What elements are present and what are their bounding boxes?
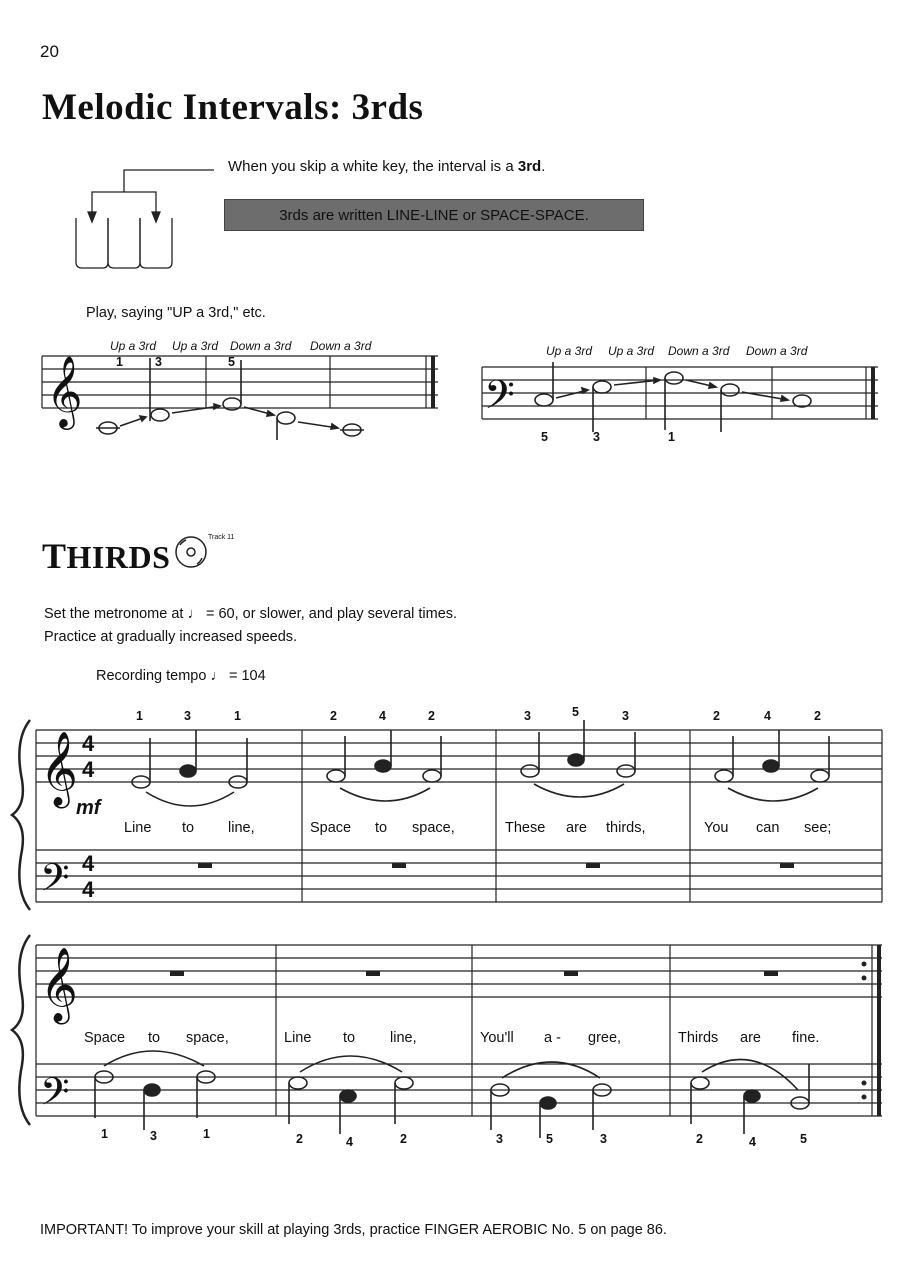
fingering-number: 4 [379,709,386,723]
fingering-number: 3 [593,430,600,444]
system2-notes [95,971,809,1138]
skip-text-suffix: . [541,158,546,175]
fingering-number: 1 [136,709,143,723]
section-title-rest: HIRDS [66,539,171,575]
fingering-number: 3 [184,709,191,723]
lyric-word: You'll [480,1030,514,1046]
bass-clef-icon: 𝄢 [484,374,515,427]
treble-clef-icon: 𝄞 [40,732,78,804]
lyric-word: Space [310,820,352,836]
fingering-number: 4 [346,1135,353,1149]
system1-staves [36,730,882,902]
fingering-number: 2 [696,1132,703,1146]
rule-banner: 3rds are written LINE-LINE or SPACE-SPACE. [224,199,644,231]
lyric-word: to [343,1030,356,1046]
recording-suffix: = 104 [224,668,266,684]
quarter-note-icon: ♩ [210,668,225,684]
fingering-number: 5 [541,430,548,444]
metronome-prefix: Set the metronome at [44,606,188,622]
recording-prefix: Recording tempo [96,668,211,684]
fingering-number: 3 [600,1132,607,1146]
keyboard-diagram-icon [76,170,214,268]
interval-label: Up a 3rd [172,339,219,353]
fingering-number: 2 [814,709,821,723]
system2-lyrics [84,1030,819,1046]
interval-label: Up a 3rd [110,339,157,353]
lyric-word: These [505,820,546,836]
fingering-number: 3 [155,355,162,369]
page-title: Melodic Intervals: 3rds [42,87,424,128]
svg-text:4: 4 [82,757,95,782]
treble-example-notes [96,358,364,440]
lyric-word: to [375,820,388,836]
lyric-word: thirds, [606,820,646,836]
system2-fingerings [101,1127,807,1149]
fingering-number: 5 [800,1132,807,1146]
interval-label: Down a 3rd [310,339,372,353]
section-title-first: T [42,536,67,576]
track-label: Track 11 [208,534,235,541]
bass-example-notes [535,362,811,432]
fingering-number: 5 [572,705,579,719]
system1-notes [132,720,832,868]
quarter-note-icon: ♩ [187,606,202,622]
system1-lyrics [124,820,831,836]
fingering-number: 3 [524,709,531,723]
fingering-number: 4 [749,1135,756,1149]
fingering-number: 5 [546,1132,553,1146]
repeat-sign-icon [862,962,867,1100]
lyric-word: Line [124,820,152,836]
fingering-number: 2 [400,1132,407,1146]
page-number: 20 [40,42,59,61]
interval-label: Down a 3rd [746,344,808,358]
bass-example-staff [482,367,878,419]
interval-label: Up a 3rd [608,344,655,358]
fingering-number: 4 [764,709,771,723]
fingering-number: 1 [234,709,241,723]
fingering-number: 3 [496,1132,503,1146]
skip-text-bold: 3rd [517,158,542,175]
lyric-word: space, [412,820,455,836]
footer-note: IMPORTANT! To improve your skill at playing 3rds, practice FINGER AEROBIC No. 5 on page 86. [40,1222,667,1238]
bass-example-labels [541,344,808,444]
fingering-number: 2 [330,709,337,723]
treble-clef-icon: 𝄞 [40,948,78,1020]
lyric-word: Space [84,1030,126,1046]
cd-icon [176,537,206,567]
lyric-word: Line [284,1030,312,1046]
play-instruction: Play, saying "UP a 3rd," etc. [86,305,266,321]
interval-label: Down a 3rd [668,344,730,358]
fingering-number: 2 [428,709,435,723]
lyric-word: to [148,1030,161,1046]
lyric-word: gree, [588,1030,622,1046]
svg-text:4: 4 [82,851,95,876]
lyric-word: see; [804,820,832,836]
fingering-number: 1 [203,1127,210,1141]
interval-label: Up a 3rd [546,344,593,358]
lyric-word: space, [186,1030,229,1046]
metronome-suffix: = 60, or slower, and play several times. [201,606,458,622]
lyric-word: are [740,1030,761,1046]
fingering-number: 1 [668,430,675,444]
fingering-number: 1 [116,355,123,369]
practice-instruction: Practice at gradually increased speeds. [44,629,298,645]
lyric-word: You [704,820,729,836]
system1-fingerings [136,705,821,723]
lyric-word: to [182,820,195,836]
skip-text-prefix: When you skip a white key, the interval is a [228,158,518,175]
bass-clef-icon: 𝄢 [40,856,70,908]
brace-icon [12,935,30,1125]
interval-label: Down a 3rd [230,339,292,353]
bass-clef-icon: 𝄢 [40,1070,70,1122]
lyric-word: line, [390,1030,417,1046]
lyric-word: a - [544,1030,561,1046]
fingering-number: 5 [228,355,235,369]
fingering-number: 2 [296,1132,303,1146]
dynamic-marking: mf [76,797,101,819]
svg-text:4: 4 [82,877,95,902]
treble-clef-icon: 𝄞 [46,357,83,426]
fingering-number: 3 [622,709,629,723]
fingering-number: 2 [713,709,720,723]
lyric-word: line, [228,820,255,836]
lyric-word: are [566,820,587,836]
fingering-number: 1 [101,1127,108,1141]
fingering-number: 3 [150,1129,157,1143]
brace-icon [12,720,30,910]
lyric-word: can [756,820,780,836]
lyric-word: Thirds [678,1030,719,1046]
svg-text:4: 4 [82,731,95,756]
lyric-word: fine. [792,1030,820,1046]
